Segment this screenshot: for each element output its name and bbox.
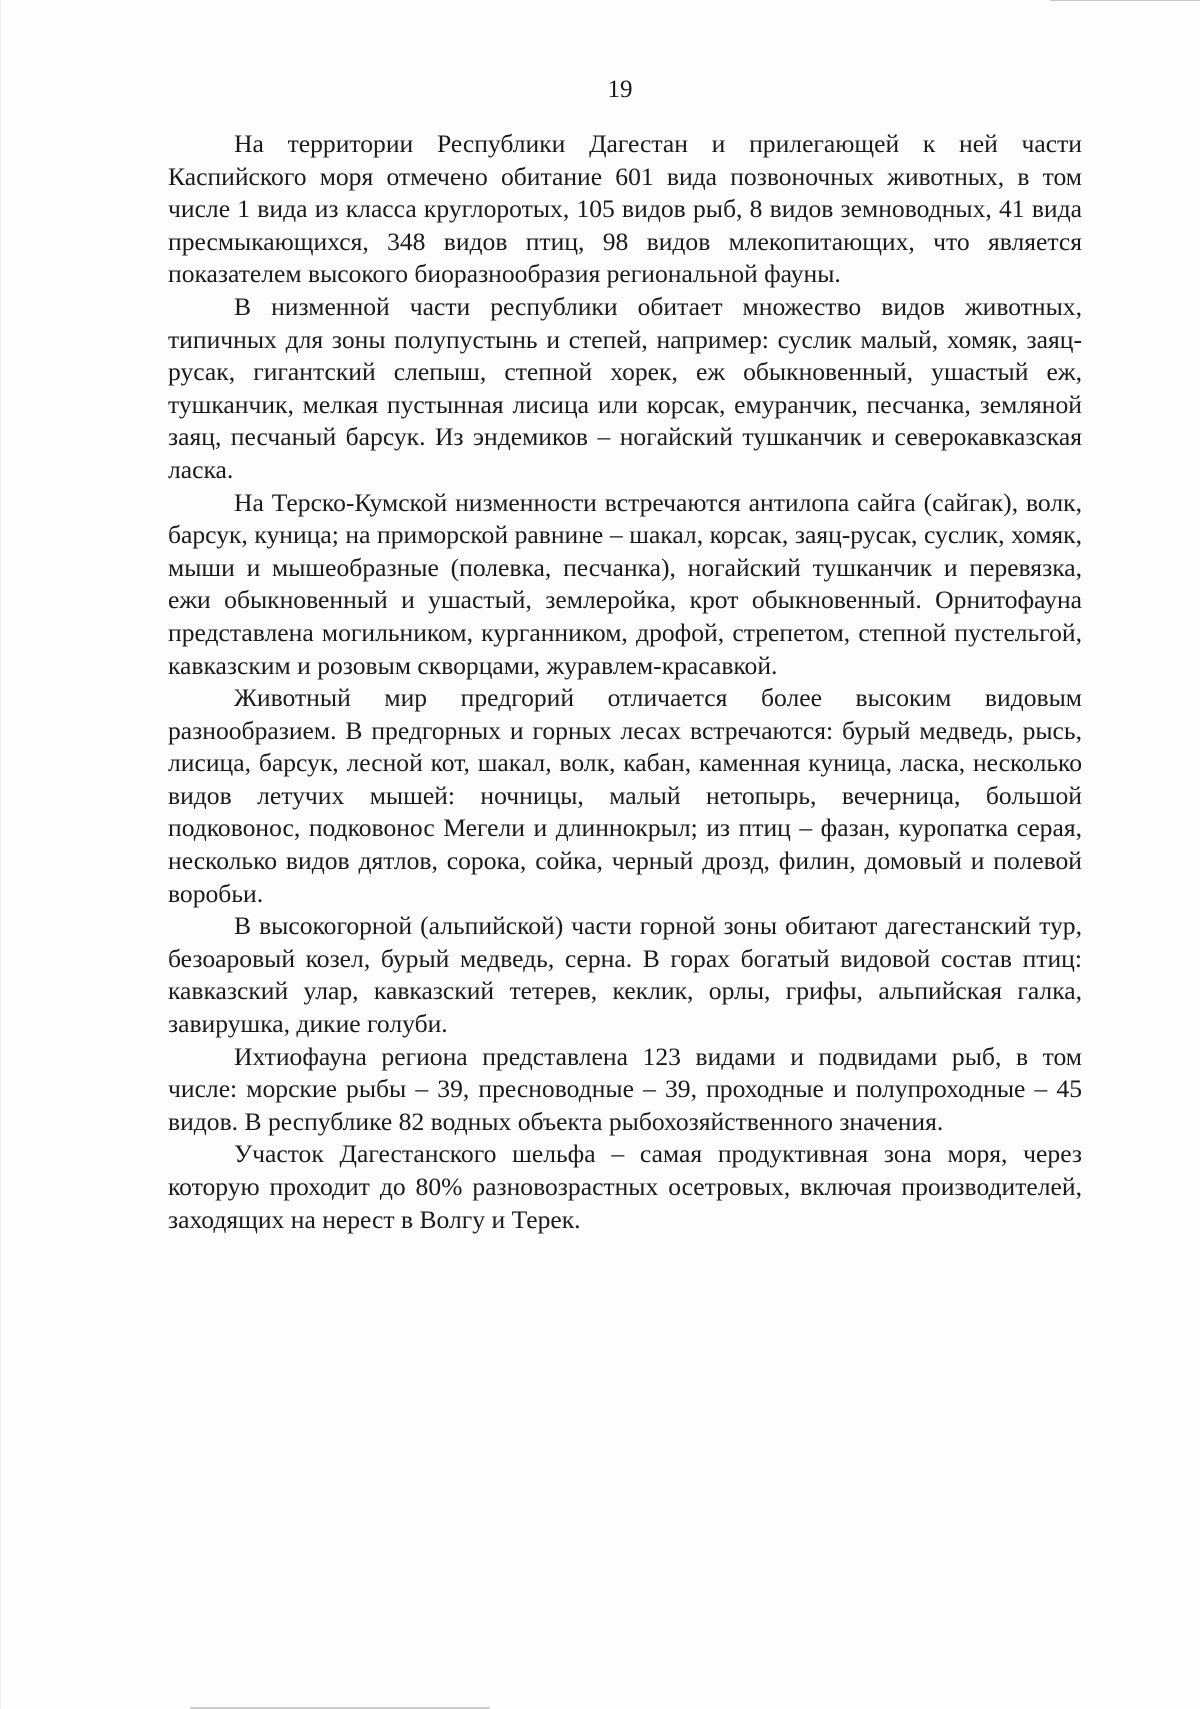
paragraph-vertebrates: На территории Республики Дагестан и прилегающей к ней части Каспийского моря отмечено обитание 601 вида позвоночных животных, в том числе 1 вида из класса круглоротых, 105 видов рыб, 8 видов земноводных, 41 вида пресмыкающихся, 348 видов птиц, 98 видов млекопитающих, что является показателем высокого биоразнообразия региональной фауны. <box>168 129 1082 289</box>
scan-artifact-line <box>1050 0 1200 1</box>
paragraph-ichthyofauna: Ихтиофауна региона представлена 123 видами и подвидами рыб, в том числе: морские рыбы – 39, пресноводные – 39, проходные и полупроходные – 45 видов. В республике 82 водных объекта рыбохозяйственного значения. <box>168 1041 1082 1136</box>
paragraph-terek-kuma-lowland: На Терско-Кумской низменности встречаются антилопа сайга (сайгак), волк, барсук, куница; на приморской равнине – шакал, корсак, заяц-русак, суслик, хомяк, мыши и мышеобразные (полевка, песчанка), ногайский тушканчик и перевязка, ежи обыкновенный и ушастый, землеройка, крот обыкновенный. Орнитофауна представлена могильником, курганником, дрофой, стрепетом, степной пустельгой, кавказским и розовым скворцами, журавлем-красавкой. <box>168 487 1082 680</box>
body-text <box>168 128 1082 1236</box>
paragraph-dagestan-shelf: Участок Дагестанского шельфа – самая продуктивная зона моря, через которую проходит до 80% разновозрастных осетровых, включая производителей, заходящих на нерест в Волгу и Терек. <box>168 1139 1082 1234</box>
paragraph-highland-fauna: В высокогорной (альпийской) части горной зоны обитают дагестанский тур, безоаровый козел, бурый медведь, серна. В горах богатый видовой состав птиц: кавказский улар, кавказский тетерев, кеклик, орлы, грифы, альпийская галка, завирушка, дикие голуби. <box>168 911 1082 1039</box>
scan-edge-shadow <box>0 0 1 1709</box>
paragraph-foothills-fauna: Животный мир предгорий отличается более высоким видовым разнообразием. В предгорных и горных лесах встречаются: бурый медведь, рысь, лисица, барсук, лесной кот, шакал, волк, кабан, каменная куница, ласка, несколько видов летучих мышей: ночницы, малый нетопырь, вечерница, большой подковонос, подковонос Мегели и длиннокрыл; из птиц – фазан, куропатка серая, несколько видов дятлов, сорока, сойка, черный дрозд, филин, домовый и полевой воробьи. <box>168 683 1082 908</box>
page-number: 19 <box>607 76 633 103</box>
paragraph-lowland-fauna: В низменной части республики обитает множество видов животных, типичных для зоны полупустынь и степей, например: суслик малый, хомяк, заяц-русак, гигантский слепыш, степной хорек, еж обыкновенный, ушастый еж, тушканчик, мелкая пустынная лисица или корсак, емуранчик, песчанка, земляной заяц, песчаный барсук. Из эндемиков – ногайский тушканчик и северокавказская ласка. <box>168 291 1082 484</box>
